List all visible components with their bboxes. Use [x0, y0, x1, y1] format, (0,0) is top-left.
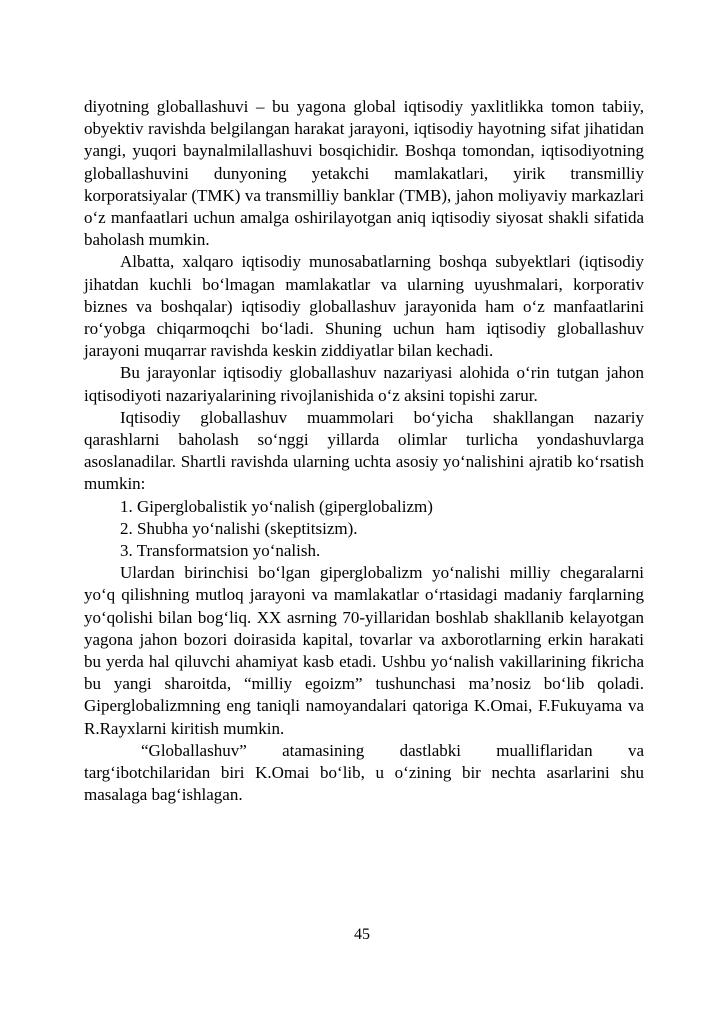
- page-number: 45: [354, 926, 370, 943]
- paragraph: “Globallashuv” atamasining dastlabki mualliflaridan va targ‘ibotchilaridan biri K.Omai bo‘lib, u o‘zining bir nechta asarlarini shu masalaga bag‘ishlagan.: [84, 740, 644, 805]
- paragraph: Bu jarayonlar iqtisodiy globallashuv nazariyasi alohida o‘rin tutgan jahon iqtisodiyoti nazariyalarining rivojlanishida o‘z aksini topishi zarur.: [84, 363, 644, 405]
- paragraph: Iqtisodiy globallashuv muammolari bo‘yicha shakllangan nazariy qarashlarni baholash so‘nggi yillarda olimlar turlicha yondashuvlarga asoslanadilar. Shartli ravishda ularning uchta asosiy yo‘nalishini ajratib ko‘rsatish mumkin:: [84, 407, 644, 494]
- list-item: 3. Transformatsion yo‘nalish.: [120, 541, 321, 561]
- text-block: [84, 96, 644, 807]
- paragraph: diyotning globallashuvi – bu yagona global iqtisodiy yaxlitlikka tomon tabiiy, obyektiv ravishda belgilangan harakat jarayoni, iqtisodiy hayotning sifat jihatidan yangi, yuqori baynalmilallashuvi bosqichidir. Boshqa tomondan, iqtisodiyotning globallashuvini dunyoning yetakchi mamlakatlari, yirik transmilliy korporatsiyalar (TMK) va transmilliy banklar (TMB), jahon moliyaviy markazlari o‘z manfaatlari uchun amalga oshirilayotgan aniq iqtisodiy siyosat shakli sifatida baholash mumkin.: [84, 97, 644, 250]
- list-item: 1. Giperglobalistik yo‘nalish (giperglobalizm): [120, 496, 433, 516]
- paragraph: Ulardan birinchisi bo‘lgan giperglobalizm yo‘nalishi milliy chegaralarni yo‘q qilishning mutloq jarayoni va mamlakatlar o‘rtasidagi madaniy farqlarning yo‘qolishi bilan bog‘liq. XX asrning 70-yillaridan boshlab shakllanib kelayotgan yagona jahon bozori doirasida kapital, tovarlar va axborotlarning erkin harakati bu yerda hal qiluvchi ahamiyat kasb etadi. Ushbu yo‘nalish vakillarining fikricha bu yangi sharoitda, “milliy egoizm” tushunchasi ma’nosiz bo‘lib qoladi. Giperglobalizmning eng taniqli namoyandalari qatoriga K.Omai, F.Fukuyama va R.Rayxlarni kiritish mumkin.: [84, 563, 644, 738]
- list-item: 2. Shubha yo‘nalishi (skeptitsizm).: [120, 518, 358, 538]
- paragraph: Albatta, xalqaro iqtisodiy munosabatlarning boshqa subyektlari (iqtisodiy jihatdan kuchli bo‘lmagan mamlakatlar va ularning uyushmalari, korporativ biznes va boshqalar) iqtisodiy globallashuv jarayonida ham o‘z manfaatlarini ro‘yobga chiqarmoqchi bo‘ladi. Shuning uchun ham iqtisodiy globallashuv jarayoni muqarrar ravishda keskin ziddiyatlar bilan kechadi.: [84, 252, 644, 361]
